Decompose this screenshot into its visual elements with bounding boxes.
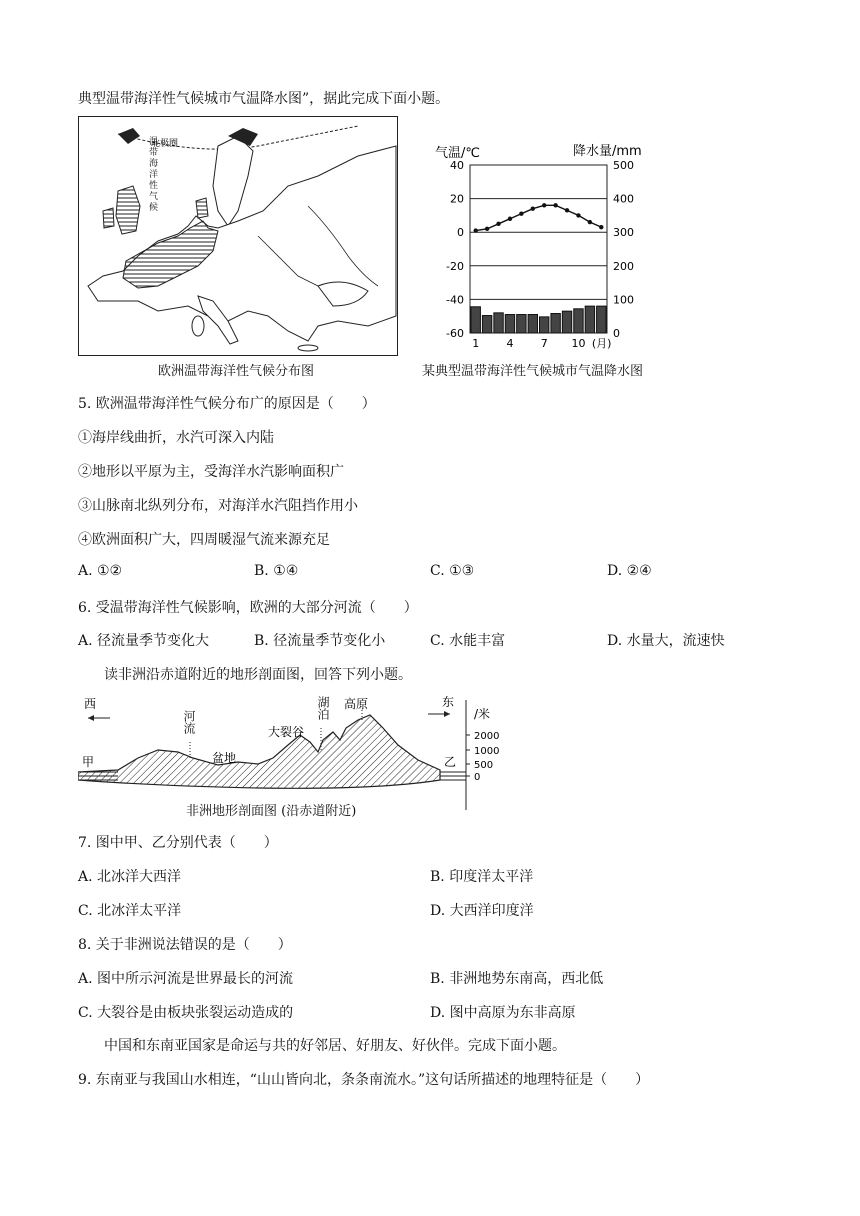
climate-chart	[425, 140, 675, 355]
q5-option-d[interactable]: D. ②④	[607, 563, 652, 579]
temp-point	[553, 203, 557, 207]
profile-rift: 大裂谷	[268, 725, 305, 739]
profile-plateau: 高原	[344, 697, 369, 711]
profile-river: 河流	[182, 710, 196, 734]
precip-tick: 100	[613, 293, 634, 307]
q6-option-c[interactable]: C. 水能丰富	[430, 633, 506, 649]
temp-point	[531, 206, 535, 210]
precip-bar	[517, 315, 526, 333]
q5-stem: 5. 欧洲温带海洋性气候分布广的原因是（ ）	[78, 396, 376, 412]
precip-bar	[585, 306, 594, 333]
map-arctic-label: 北极圈	[151, 139, 179, 149]
month-tick: 4	[506, 337, 514, 350]
profile-west: 西	[84, 697, 97, 711]
precip-bar	[494, 313, 503, 333]
temp-point	[519, 212, 523, 216]
q5-option-b[interactable]: B. ①④	[254, 563, 299, 579]
q5-statement-1: ①海岸线曲折，水汽可深入内陆	[78, 430, 274, 446]
precip-bar	[505, 315, 514, 333]
map-vertical-label: 温带海洋性气候	[147, 136, 157, 213]
intro-text: 典型温带海洋性气候城市气温降水图”，据此完成下面小题。	[78, 91, 450, 107]
temp-tick: 40	[450, 159, 464, 172]
temp-line	[476, 205, 602, 230]
profile-tick-2000: 2000	[474, 731, 500, 742]
precip-tick: 400	[613, 192, 634, 206]
map-caption: 欧洲温带海洋性气候分布图	[158, 364, 315, 379]
q7-stem: 7. 图中甲、乙分别代表（ ）	[78, 835, 278, 851]
precip-axis-title: 降水量/mm	[573, 144, 642, 159]
precip-tick: 500	[613, 159, 634, 172]
temp-point	[576, 213, 580, 217]
precip-bar	[482, 316, 491, 333]
q5-statement-3: ③山脉南北纵列分布，对海洋水汽阻挡作用小	[78, 498, 358, 514]
profile-tick-0: 0	[474, 772, 481, 783]
precip-tick: 300	[613, 226, 634, 240]
month-unit: (月)	[591, 337, 612, 350]
precip-bar	[574, 309, 583, 333]
q8-option-b[interactable]: B. 非洲地势东南高，西北低	[430, 971, 604, 987]
temp-tick: 0	[457, 226, 464, 240]
temp-tick: -60	[446, 327, 464, 340]
q5-statement-4: ④欧洲面积广大，四周暖湿气流来源充足	[78, 532, 330, 548]
q9-stem: 9. 东南亚与我国山水相连，“山山皆向北，条条南流水。”这句话所描述的地理特征是（ ）	[78, 1072, 650, 1088]
temp-point	[485, 227, 489, 231]
profile-east: 东	[442, 695, 455, 709]
africa-intro: 读非洲沿赤道附近的地形剖面图，回答下列小题。	[104, 667, 412, 683]
q8-stem: 8. 关于非洲说法错误的是（ ）	[78, 937, 292, 953]
precip-bar	[551, 314, 560, 333]
q8-option-d[interactable]: D. 图中高原为东非高原	[430, 1005, 576, 1021]
profile-tick-500: 500	[474, 760, 494, 771]
temp-point	[542, 203, 546, 207]
temp-tick: -20	[446, 259, 464, 273]
q5-statement-2: ②地形以平原为主，受海洋水汽影响面积广	[78, 464, 344, 480]
precip-bar	[562, 311, 571, 333]
precip-bar	[597, 306, 606, 333]
chart-caption: 某典型温带海洋性气候城市气温降水图	[422, 364, 644, 379]
month-tick: 1	[472, 337, 480, 350]
profile-unit: /米	[474, 707, 491, 721]
profile-lake: 湖泊	[316, 696, 330, 720]
temp-tick: 20	[450, 192, 464, 206]
q6-stem: 6. 受温带海洋性气候影响，欧洲的大部分河流（ ）	[78, 600, 418, 616]
precip-bar	[471, 307, 480, 333]
precip-tick: 200	[613, 259, 634, 273]
q5-option-c[interactable]: C. ①③	[430, 563, 475, 579]
q6-option-d[interactable]: D. 水量大，流速快	[607, 633, 725, 649]
q8-option-a[interactable]: A. 图中所示河流是世界最长的河流	[78, 971, 294, 987]
precip-tick: 0	[613, 327, 620, 340]
q6-option-b[interactable]: B. 径流量季节变化小	[254, 633, 386, 649]
temp-point	[496, 222, 500, 226]
temp-point	[474, 228, 478, 232]
q6-option-a[interactable]: A. 径流量季节变化大	[78, 633, 210, 649]
profile-tick-1000: 1000	[474, 746, 500, 757]
q7-option-a[interactable]: A. 北冰洋大西洋	[78, 869, 182, 885]
temp-point	[588, 220, 592, 224]
month-tick: 7	[540, 337, 548, 350]
month-tick: 10	[571, 337, 586, 350]
sea-intro: 中国和东南亚国家是命运与共的好邻居、好朋友、好伙伴。完成下面小题。	[104, 1038, 566, 1054]
q8-option-c[interactable]: C. 大裂谷是由板块张裂运动造成的	[78, 1005, 294, 1021]
temp-point	[565, 208, 569, 212]
europe-map	[78, 116, 398, 356]
temp-axis-title: 气温/℃	[435, 146, 480, 161]
q5-option-a[interactable]: A. ①②	[78, 563, 123, 579]
q7-option-c[interactable]: C. 北冰洋太平洋	[78, 903, 182, 919]
q7-option-b[interactable]: B. 印度洋太平洋	[430, 869, 534, 885]
profile-yi: 乙	[444, 755, 457, 769]
precip-bar	[528, 315, 537, 333]
q7-option-d[interactable]: D. 大西洋印度洋	[430, 903, 534, 919]
temp-tick: -40	[446, 293, 464, 307]
profile-caption: 非洲地形剖面图 (沿赤道附近)	[186, 804, 357, 819]
temp-point	[508, 217, 512, 221]
profile-basin: 盆地	[212, 751, 237, 765]
profile-jia: 甲	[82, 755, 95, 769]
precip-bar	[540, 317, 549, 333]
temp-point	[599, 225, 603, 229]
